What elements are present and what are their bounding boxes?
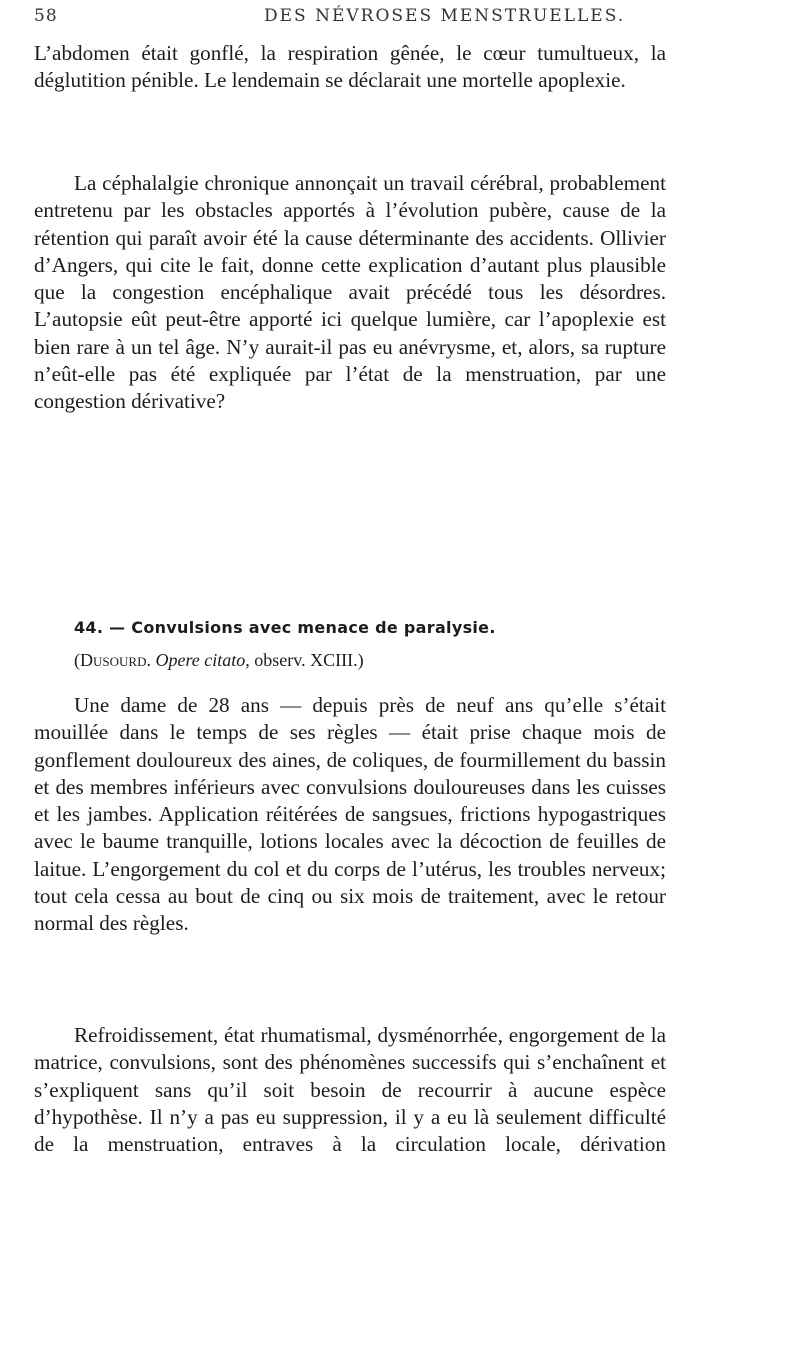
section-heading: 44. — Convulsions avec menace de paralysie.: [74, 618, 496, 637]
source-separator: .: [146, 650, 156, 670]
paragraph-4: Refroidissement, état rhumatismal, dysménorrhée, engorgement de la matrice, convulsions, sont des phénomènes successifs qui s’enchaînent et s’expliquent sans qu’il soit besoin de recourrir à aucune espèce d’hypothèse. Il n’y a pas eu suppression, il y a eu là seulement difficulté de la menstruation, entraves à la circulation locale, dérivation: [34, 1023, 666, 1157]
paragraph-2: La céphalalgie chronique annonçait un travail cérébral, probablement entretenu par les obstacles apportés à l’évolution pubère, cause de la rétention qui paraît avoir été la cause déterminante des accidents. Ollivier d’Angers, qui cite le fait, donne cette explication d’autant plus plausible que la congestion encéphalique avait précédé tous les désordres. L’autopsie eût peut-être apporté ici quelque lumière, car l’apoplexie est bien rare à un tel âge. N’y aurait-il pas eu anévrysme, et, alors, sa rupture n’eût-elle pas été expliquée par l’état de la menstruation, par une congestion dérivative?: [34, 171, 666, 414]
source-work: Opere citato,: [155, 650, 250, 670]
running-head: [34, 6, 674, 34]
source-open: (: [74, 650, 80, 670]
paragraph-3: Une dame de 28 ans — depuis près de neuf ans qu’elle s’était mouillée dans le temps de ses règles — était prise chaque mois de gonflement douloureux des aines, de coliques, de fourmillement du bassin et des membres inférieurs avec convulsions douloureuses dans les cuisses et les jambes. Application réitérées de sangsues, frictions hypogastriques avec le baume tranquille, lotions locales avec la décoction de feuilles de laitue. L’engorgement du col et du corps de l’utérus, les troubles nerveux; tout cela cessa au bout de cinq ou six mois de traitement, avec le retour normal des règles.: [34, 693, 666, 936]
paragraph-1: L’abdomen était gonflé, la respiration gênée, le cœur tumultueux, la déglutition pénible. Le lendemain se déclarait une mortelle apoplexie.: [34, 41, 666, 93]
source-author: Dusourd: [80, 650, 147, 670]
page-number: 58: [34, 6, 58, 26]
source-reference: observ. XCIII.): [249, 650, 364, 670]
source-citation: [74, 650, 364, 671]
running-title: DES NÉVROSES MENSTRUELLES.: [264, 6, 626, 26]
